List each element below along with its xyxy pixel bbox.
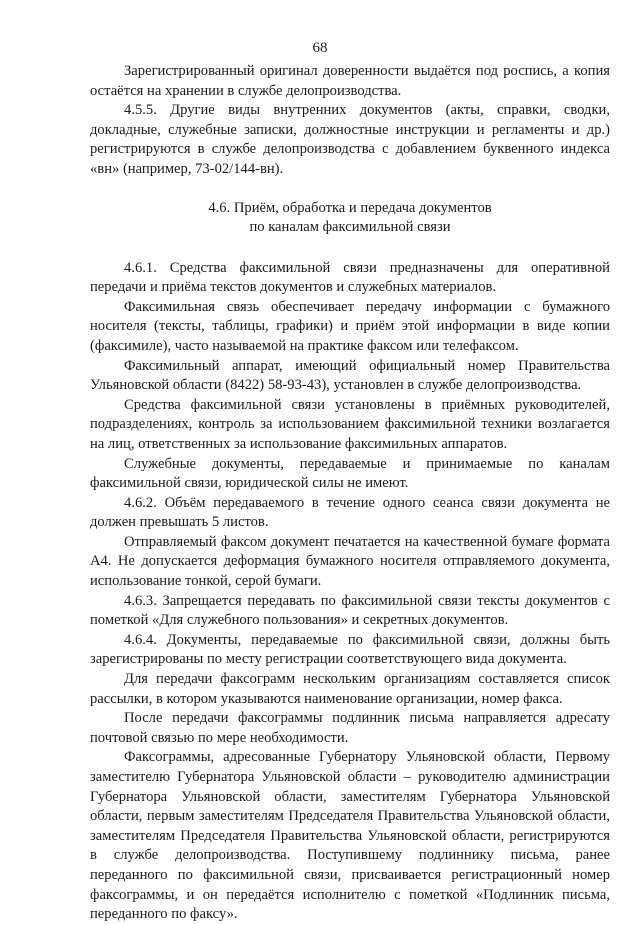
- paragraph: Служебные документы, передаваемые и принимаемые по каналам факсимильной связи, юридической силы не имеют.: [90, 455, 610, 492]
- section-heading: [90, 199, 610, 237]
- paragraph: 4.6.3. Запрещается передавать по факсимильной связи тексты документов с пометкой «Для служебного пользования» и секретных документов.: [90, 592, 610, 629]
- page-number: 68: [312, 40, 328, 56]
- paragraph: Для передачи факсограмм нескольким организациям составляется список рассылки, в котором указываются наименование организации, номер факса.: [90, 671, 610, 707]
- paragraph: Зарегистрированный оригинал доверенности выдаётся под роспись, а копия остаётся на хранении в службе делопроизводства.: [90, 63, 610, 99]
- section-heading-line: 4.6. Приём, обработка и передача документов: [208, 199, 492, 216]
- paragraph: 4.5.5. Другие виды внутренних документов (акты, справки, сводки, докладные, служебные записки, должностные инструкции и регламенты и др.) регистрируются в службе делопроизводства с добавлением буквенного индекса «вн» (например, 73-02/144-вн).: [90, 102, 610, 177]
- paragraph: Отправляемый факсом документ печатается на качественной бумаге формата А4. Не допускается деформация бумажного носителя отправляемого документа, использование тонкой, серой бумаги.: [90, 533, 610, 590]
- paragraph: После передачи факсограммы подлинник письма направляется адресату почтовой связью по мере необходимости.: [90, 710, 610, 746]
- paragraph: Факсимильная связь обеспечивает передачу информации с бумажного носителя (тексты, таблицы, графики) и приём этой информации в виде копии (факсимиле), часто называемой на практике факсом или телефаксом.: [90, 298, 610, 354]
- paragraph: Средства факсимильной связи установлены в приёмных руководителей, подразделениях, контроль за использованием факсимильной техники возлагается на лиц, ответственных за использование факсимильных аппаратов.: [90, 396, 610, 452]
- paragraph: 4.6.1. Средства факсимильной связи предназначены для оперативной передачи и приёма текстов документов и служебных материалов.: [90, 259, 610, 296]
- paragraph: 4.6.4. Документы, передаваемые по факсимильной связи, должны быть зарегистрированы по месту регистрации соответствующего вида документа.: [90, 631, 610, 668]
- paragraph: Факсимильный аппарат, имеющий официальный номер Правительства Ульяновской области (8422) 58-93-43), установлен в службе делопроизводства.: [90, 357, 610, 394]
- section-heading-line: по каналам факсимильной связи: [249, 218, 451, 235]
- paragraph: 4.6.2. Объём передаваемого в течение одного сеанса связи документа не должен превышать 5 листов.: [90, 494, 610, 531]
- paragraph: Факсограммы, адресованные Губернатору Ульяновской области, Первому заместителю Губернатора Ульяновской области – руководителю администрации Губернатора Ульяновской области, заместителям Губернатора Ульяновской области, первым заместителям Председателя Правительства Ульяновской области, заместителям Председателя Правительства Ульяновской области, регистрируются в службе делопроизводства. Поступившему подлиннику письма, ранее переданного по факсимильной связи, присваивается регистрационный номер факсограммы, и он передаётся исполнителю с пометкой «Подлинник письма, переданного по факсу».: [90, 749, 610, 923]
- document-body: [90, 62, 610, 925]
